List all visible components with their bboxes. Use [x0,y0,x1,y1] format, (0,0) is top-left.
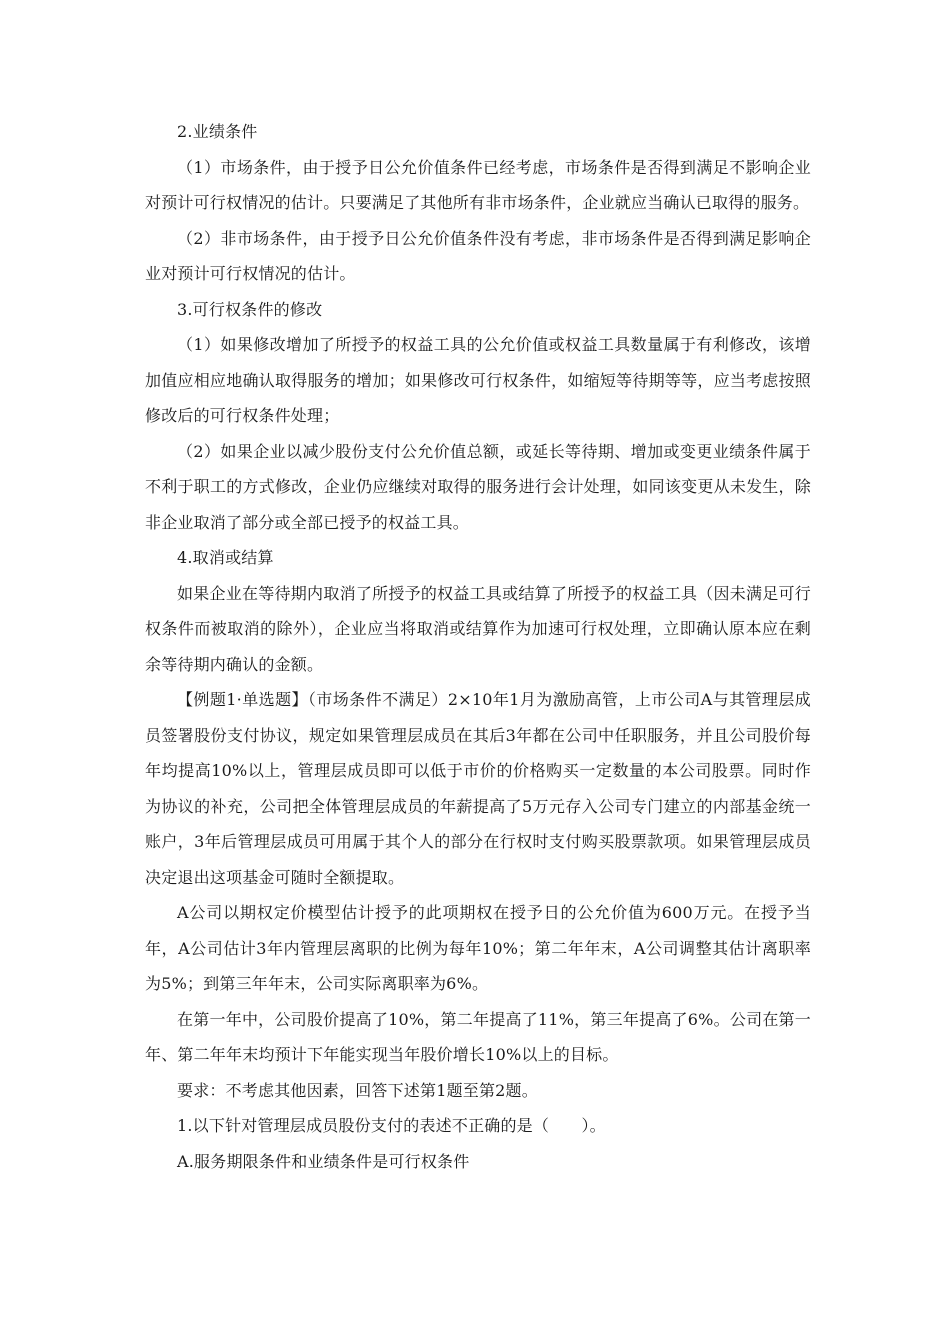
paragraph-fair-value: A公司以期权定价模型估计授予的此项期权在授予日的公允价值为600万元。在授予当年，A公司估计3年内管理层离职的比例为每年10%；第二年年末，A公司调整其估计离职率为5%；到第三年年末，公司实际离职率为6%。 [145,903,811,993]
paragraph-requirement: 要求：不考虑其他因素，回答下述第1题至第2题。 [177,1080,538,1100]
paragraph-question-1: 1.以下针对管理层成员股份支付的表述不正确的是（ ）。 [177,1116,606,1135]
paragraph-example-question: 【例题1·单选题】（市场条件不满足）2×10年1月为激励高管，上市公司A与其管理层成员签署股份支付协议，规定如果管理层成员在其后3年都在公司中任职服务，并且公司股价每年均提高10%以上，管理层成员即可以低于市价的价格购买一定数量的本公司股票。同时作为协议的补充，公司把全体管理层成员的年薪提高了5万元存入公司专门建立的内部基金统一账户，3年后管理层成员可用属于其个人的部分在行权时支付购买股票款项。如果管理层成员决定退出这项基金可随时全额提取。 [145,690,811,887]
paragraph-non-market-conditions: （2）非市场条件，由于授予日公允价值条件没有考虑，非市场条件是否得到满足影响企业对预计可行权情况的估计。 [145,228,811,283]
section-heading-performance-conditions: 2.业绩条件 [177,122,258,141]
paragraph-favorable-modification: （1）如果修改增加了所授予的权益工具的公允价值或权益工具数量属于有利修改，该增加值应相应地确认取得服务的增加；如果修改可行权条件，如缩短等待期等等，应当考虑按照修改后的可行权条件处理； [145,335,811,425]
paragraph-market-conditions: （1）市场条件，由于授予日公允价值条件已经考虑，市场条件是否得到满足不影响企业对预计可行权情况的估计。只要满足了其他所有非市场条件，企业就应当确认已取得的服务。 [145,157,811,212]
paragraph-cancellation: 如果企业在等待期内取消了所授予的权益工具或结算了所授予的权益工具（因未满足可行权条件而被取消的除外），企业应当将取消或结算作为加速可行权处理，立即确认原本应在剩余等待期内确认的金额。 [145,583,811,674]
section-heading-modification: 3.可行权条件的修改 [177,299,323,319]
document-page [145,114,811,1179]
paragraph-unfavorable-modification: （2）如果企业以减少股份支付公允价值总额，或延长等待期、增加或变更业绩条件属于不利于职工的方式修改，企业仍应继续对取得的服务进行会计处理，如同该变更从未发生，除非企业取消了部分或全部已授予的权益工具。 [145,441,811,532]
paragraph-stock-price: 在第一年中，公司股价提高了10%，第二年提高了11%，第三年提高了6%。公司在第一年、第二年年末均预计下年能实现当年股价增长10%以上的目标。 [145,1009,811,1064]
section-heading-cancellation: 4.取消或结算 [177,548,274,567]
paragraph-option-a: A.服务期限条件和业绩条件是可行权条件 [177,1151,470,1171]
